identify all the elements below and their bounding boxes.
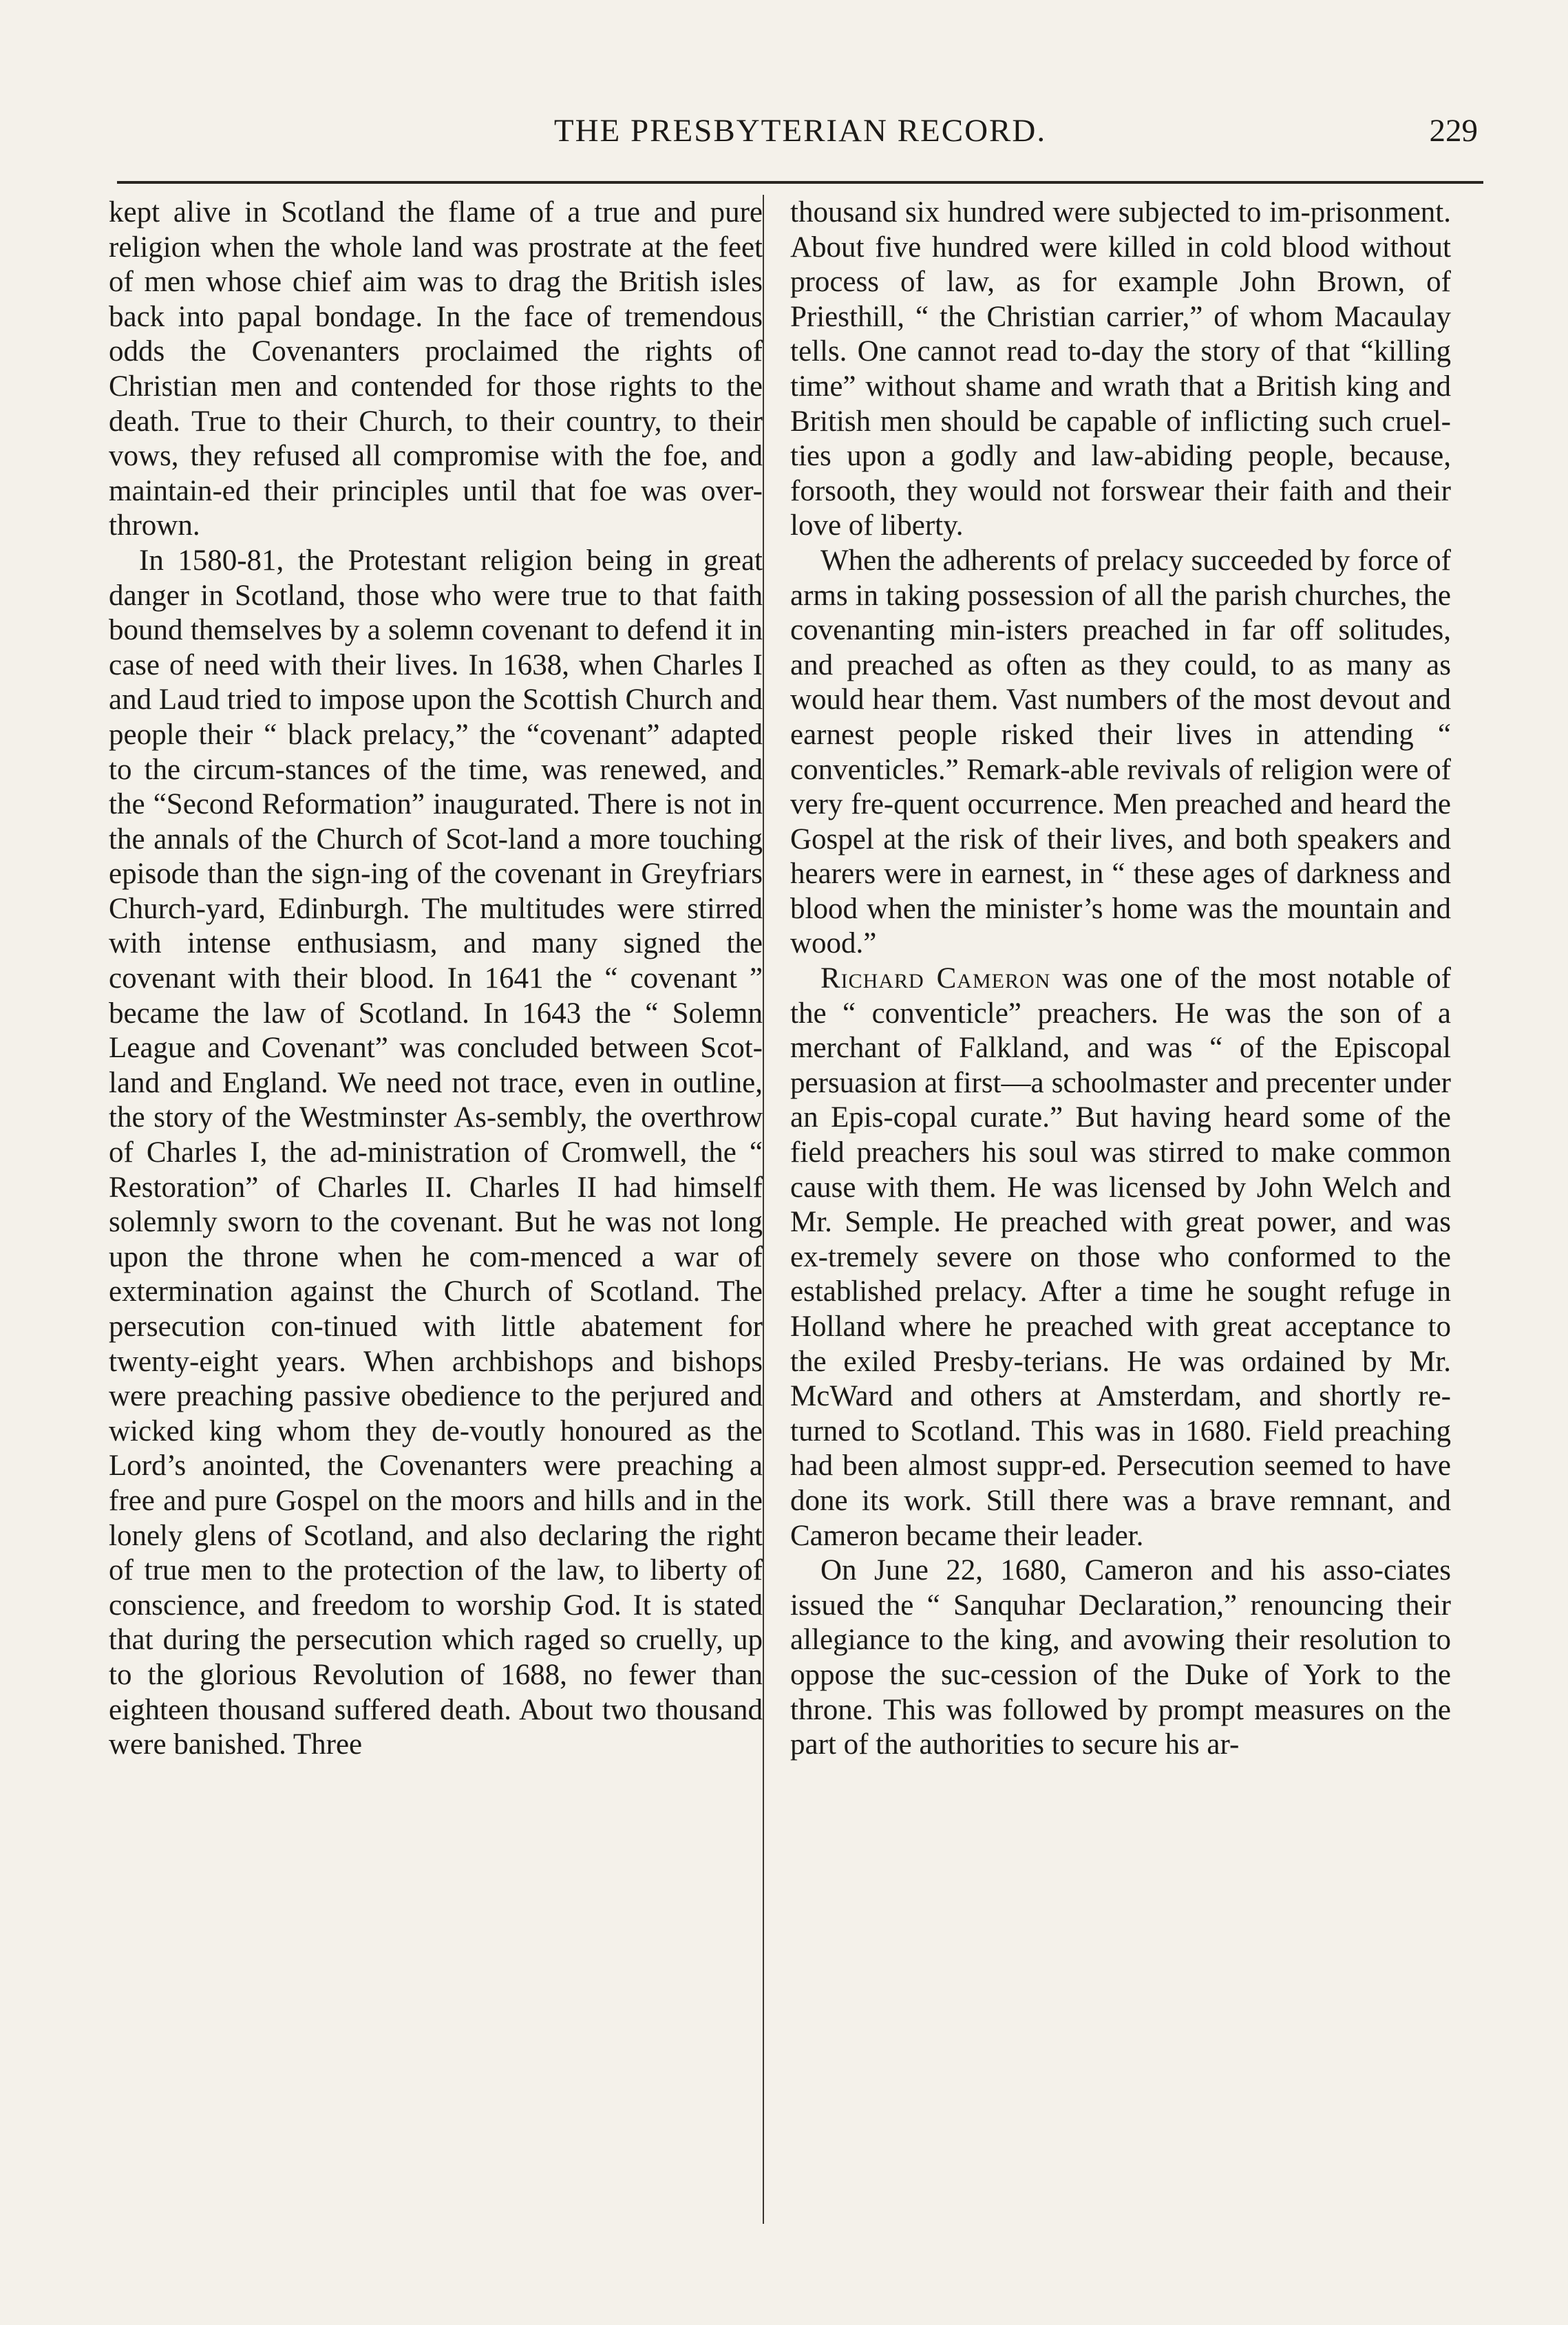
paragraph: thousand six hundred were subjected to im-prisonment. About five hundred were killed in cold blood without process of law, as for example John Brown, of Priesthill, “ the Christian carrier,” of whom Macaulay tells. One cannot read to-day the story of that “killing time” without shame and wrath that a British king and British men should be capable of inflicting such cruel-ties upon a godly and law-abiding people, because, forsooth, they would not forswear their faith and their love of liberty. — [790, 196, 1451, 542]
left-column — [109, 195, 763, 1763]
paragraph: In 1580-81, the Protestant religion being in great danger in Scotland, those who were true to that faith bound themselves by a solemn covenant to defend it in case of need with their lives. In 1638, when Charles I and Laud tried to impose upon the Scottish Church and people their “ black prelacy,” the “covenant” adapted to the circum-stances of the time, was renewed, and the “Second Reformation” inaugurated. There is not in the annals of the Church of Scot-land a more touching episode than the sign-ing of the covenant in Greyfriars Church-yard, Edinburgh. The multitudes were stirred with intense enthusiasm, and many signed the covenant with their blood. In 1641 the “ covenant ” became the law of Scotland. In 1643 the “ Solemn League and Covenant” was concluded between Scot-land and England. We need not trace, even in outline, the story of the Westminster As-sembly, the overthrow of Charles I, the ad-ministration of Cromwell, the “ Restoration” of Charles II. Charles II had himself solemnly sworn to the covenant. But he was not long upon the throne when he com-menced a war of extermination against the Church of Scotland. The persecution con-tinued with little abatement for twenty-eight years. When archbishops and bishops were preaching passive obedience to the perjured and wicked king whom they de-voutly honoured as the Lord’s anointed, the Covenanters were preaching a free and pure Gospel on the moors and hills and in the lonely glens of Scotland, and also declaring the right of true men to the protection of the law, to liberty of conscience, and freedom to worship God. It is stated that during the persecution which raged so cruelly, up to the glorious Revolution of 1688, no fewer than eighteen thousand suffered death. About two thousand were banished. Three — [109, 544, 763, 1761]
paragraph: When the adherents of prelacy succeeded by force of arms in taking possession of all the parish churches, the covenanting min-isters preached in far off solitudes, and preached as often as they could, to as many as would hear them. Vast numbers of the most devout and earnest people risked their lives in attending “ conventicles.” Remark-able revivals of religion were of very fre-quent occurrence. Men preached and heard the Gospel at the risk of their lives, and both speakers and hearers were in earnest, in “ these ages of darkness and blood when the minister’s home was the mountain and wood.” — [790, 544, 1451, 960]
column-divider — [763, 195, 764, 2224]
name-lead: Richard Cameron — [820, 962, 1051, 995]
paragraph: On June 22, 1680, Cameron and his asso-ciates issued the “ Sanquhar Declaration,” renouncing their allegiance to the king, and avowing their resolution to oppose the suc-cession of the Duke of York to the throne. This was followed by prompt measures on the part of the authorities to secure his ar- — [790, 1554, 1451, 1761]
header-rule — [117, 181, 1483, 184]
journal-title: THE PRESBYTERIAN RECORD. — [553, 113, 1047, 149]
running-header — [117, 109, 1483, 157]
right-column — [790, 195, 1451, 1763]
paragraph-text: was one of the most notable of the “ conventicle” preachers. He was the son of a merchant of Falkland, and was “ of the Episcopal persuasion at first—a schoolmaster and precenter under an Epis-copal curate.” But having heard some of the field preachers his soul was stirred to make common cause with them. He was licensed by John Welch and Mr. Semple. He preached with great power, and was ex-tremely severe on those who conformed to the established prelacy. After a time he sought refuge in Holland where he preached with great acceptance to the exiled Presby-terians. He was ordained by Mr. McWard and others at Amsterdam, and shortly re-turned to Scotland. This was in 1680. Field preaching had been almost suppr-ed. Persecution seemed to have done its work. Still there was a brave remnant, and Cameron became their leader. — [790, 962, 1452, 1552]
paragraph — [790, 962, 1451, 1553]
paragraph: kept alive in Scotland the flame of a true and pure religion when the whole land was prostrate at the feet of men whose chief aim was to drag the British isles back into papal bondage. In the face of tremendous odds the Covenanters proclaimed the rights of Christian men and contended for those rights to the death. True to their Church, to their country, to their vows, they refused all compromise with the foe, and maintain-ed their principles until that foe was over-thrown. — [109, 196, 763, 542]
page-number: 229 — [1429, 113, 1478, 149]
